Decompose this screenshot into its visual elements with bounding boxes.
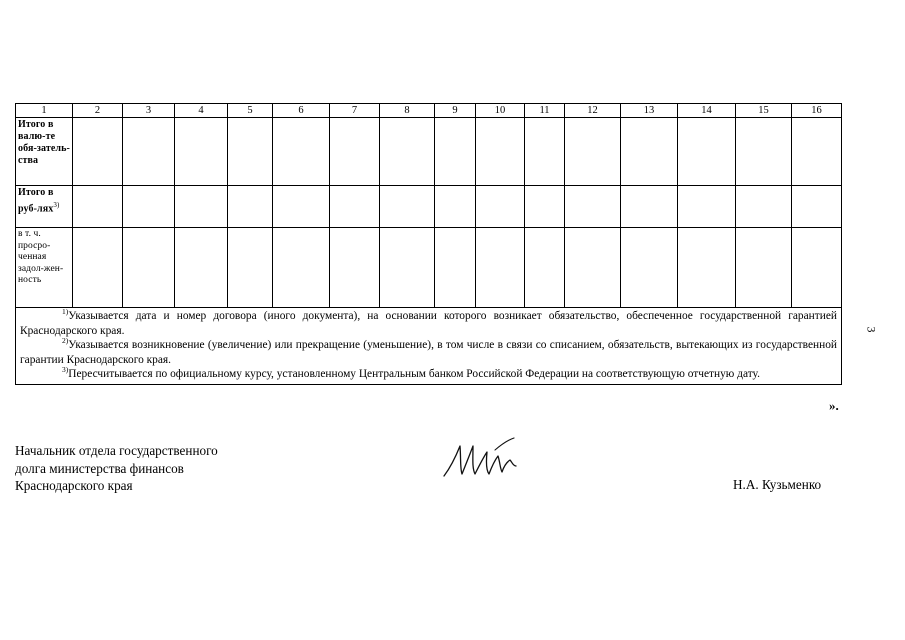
empty-cell [123,186,175,228]
empty-cell [476,186,525,228]
empty-cell [736,228,792,308]
row-label-cell [16,186,73,228]
signer-title-line: Краснодарского края [15,478,133,493]
footnote-1 [20,309,837,338]
signer-title-line: Начальник отдела государственного [15,443,218,458]
empty-cell [678,186,736,228]
empty-cell [175,228,228,308]
empty-cell [525,118,565,186]
footnote-text: Указывается дата и номер договора (иного документа), на основании которого возникает обязательство, обеспеченное государственной гарантией Краснодарского края. [20,310,837,337]
footnote-mark: 1) [62,307,69,317]
empty-cell [228,186,273,228]
empty-cell [736,186,792,228]
column-number: 7 [330,104,380,118]
column-number: 6 [273,104,330,118]
signer-title [15,442,218,495]
row-label: Итого в руб-лях [18,187,54,215]
column-number: 11 [525,104,565,118]
empty-cell [228,118,273,186]
empty-cell [621,186,678,228]
empty-cell [792,118,842,186]
column-number: 13 [621,104,678,118]
column-number: 9 [435,104,476,118]
column-number: 2 [73,104,123,118]
empty-cell [435,228,476,308]
empty-cell [330,186,380,228]
empty-cell [273,186,330,228]
overdue-debt-row [16,228,842,308]
footnote-3 [20,367,837,382]
column-number-row [16,104,842,118]
footnote-mark: 3) [62,365,69,375]
empty-cell [435,186,476,228]
column-number: 16 [792,104,842,118]
empty-cell [73,186,123,228]
column-number: 8 [380,104,435,118]
page-number: 3 [864,326,879,333]
closing-quote-mark: ». [829,398,839,413]
column-number: 4 [175,104,228,118]
footnote-2 [20,338,837,367]
row-label: в т. ч. просро-ченная задол-жен-ность [16,228,73,308]
column-number: 10 [476,104,525,118]
empty-cell [621,228,678,308]
footnote-text: Пересчитывается по официальному курсу, установленному Центральным банком Российской Федерации на соответствующую отчетную дату. [68,368,760,381]
footnotes-row [16,308,842,385]
footnotes-cell [16,308,842,385]
empty-cell [73,228,123,308]
empty-cell [330,118,380,186]
empty-cell [330,228,380,308]
empty-cell [792,228,842,308]
empty-cell [678,118,736,186]
empty-cell [525,186,565,228]
empty-cell [565,118,621,186]
empty-cell [273,118,330,186]
empty-cell [380,118,435,186]
empty-cell [273,228,330,308]
row-label: Итого в валю-те обя-затель-ства [16,118,73,186]
total-rubles-row [16,186,842,228]
empty-cell [123,118,175,186]
empty-cell [678,228,736,308]
signer-name: Н.А. Кузьменко [733,477,822,492]
empty-cell [792,186,842,228]
empty-cell [123,228,175,308]
empty-cell [525,228,565,308]
empty-cell [476,118,525,186]
column-number: 14 [678,104,736,118]
handwritten-signature [440,432,520,482]
total-currency-row [16,118,842,186]
empty-cell [228,228,273,308]
column-number: 1 [16,104,73,118]
empty-cell [476,228,525,308]
empty-cell [565,228,621,308]
column-number: 3 [123,104,175,118]
footnote-mark: 3) [53,201,60,209]
empty-cell [380,186,435,228]
empty-cell [380,228,435,308]
empty-cell [736,118,792,186]
signer-title-line: долга министерства финансов [15,460,184,476]
column-number: 5 [228,104,273,118]
empty-cell [73,118,123,186]
column-number: 15 [736,104,792,118]
footnote-text: Указывается возникновение (увеличение) или прекращение (уменьшение), в том числе в связи со списанием, обязательств, вытекающих из государственной гарантии Краснодарского края. [20,339,837,366]
footnote-mark: 2) [62,336,69,346]
obligations-table [15,103,842,385]
empty-cell [435,118,476,186]
empty-cell [175,118,228,186]
empty-cell [565,186,621,228]
empty-cell [621,118,678,186]
column-number: 12 [565,104,621,118]
empty-cell [175,186,228,228]
